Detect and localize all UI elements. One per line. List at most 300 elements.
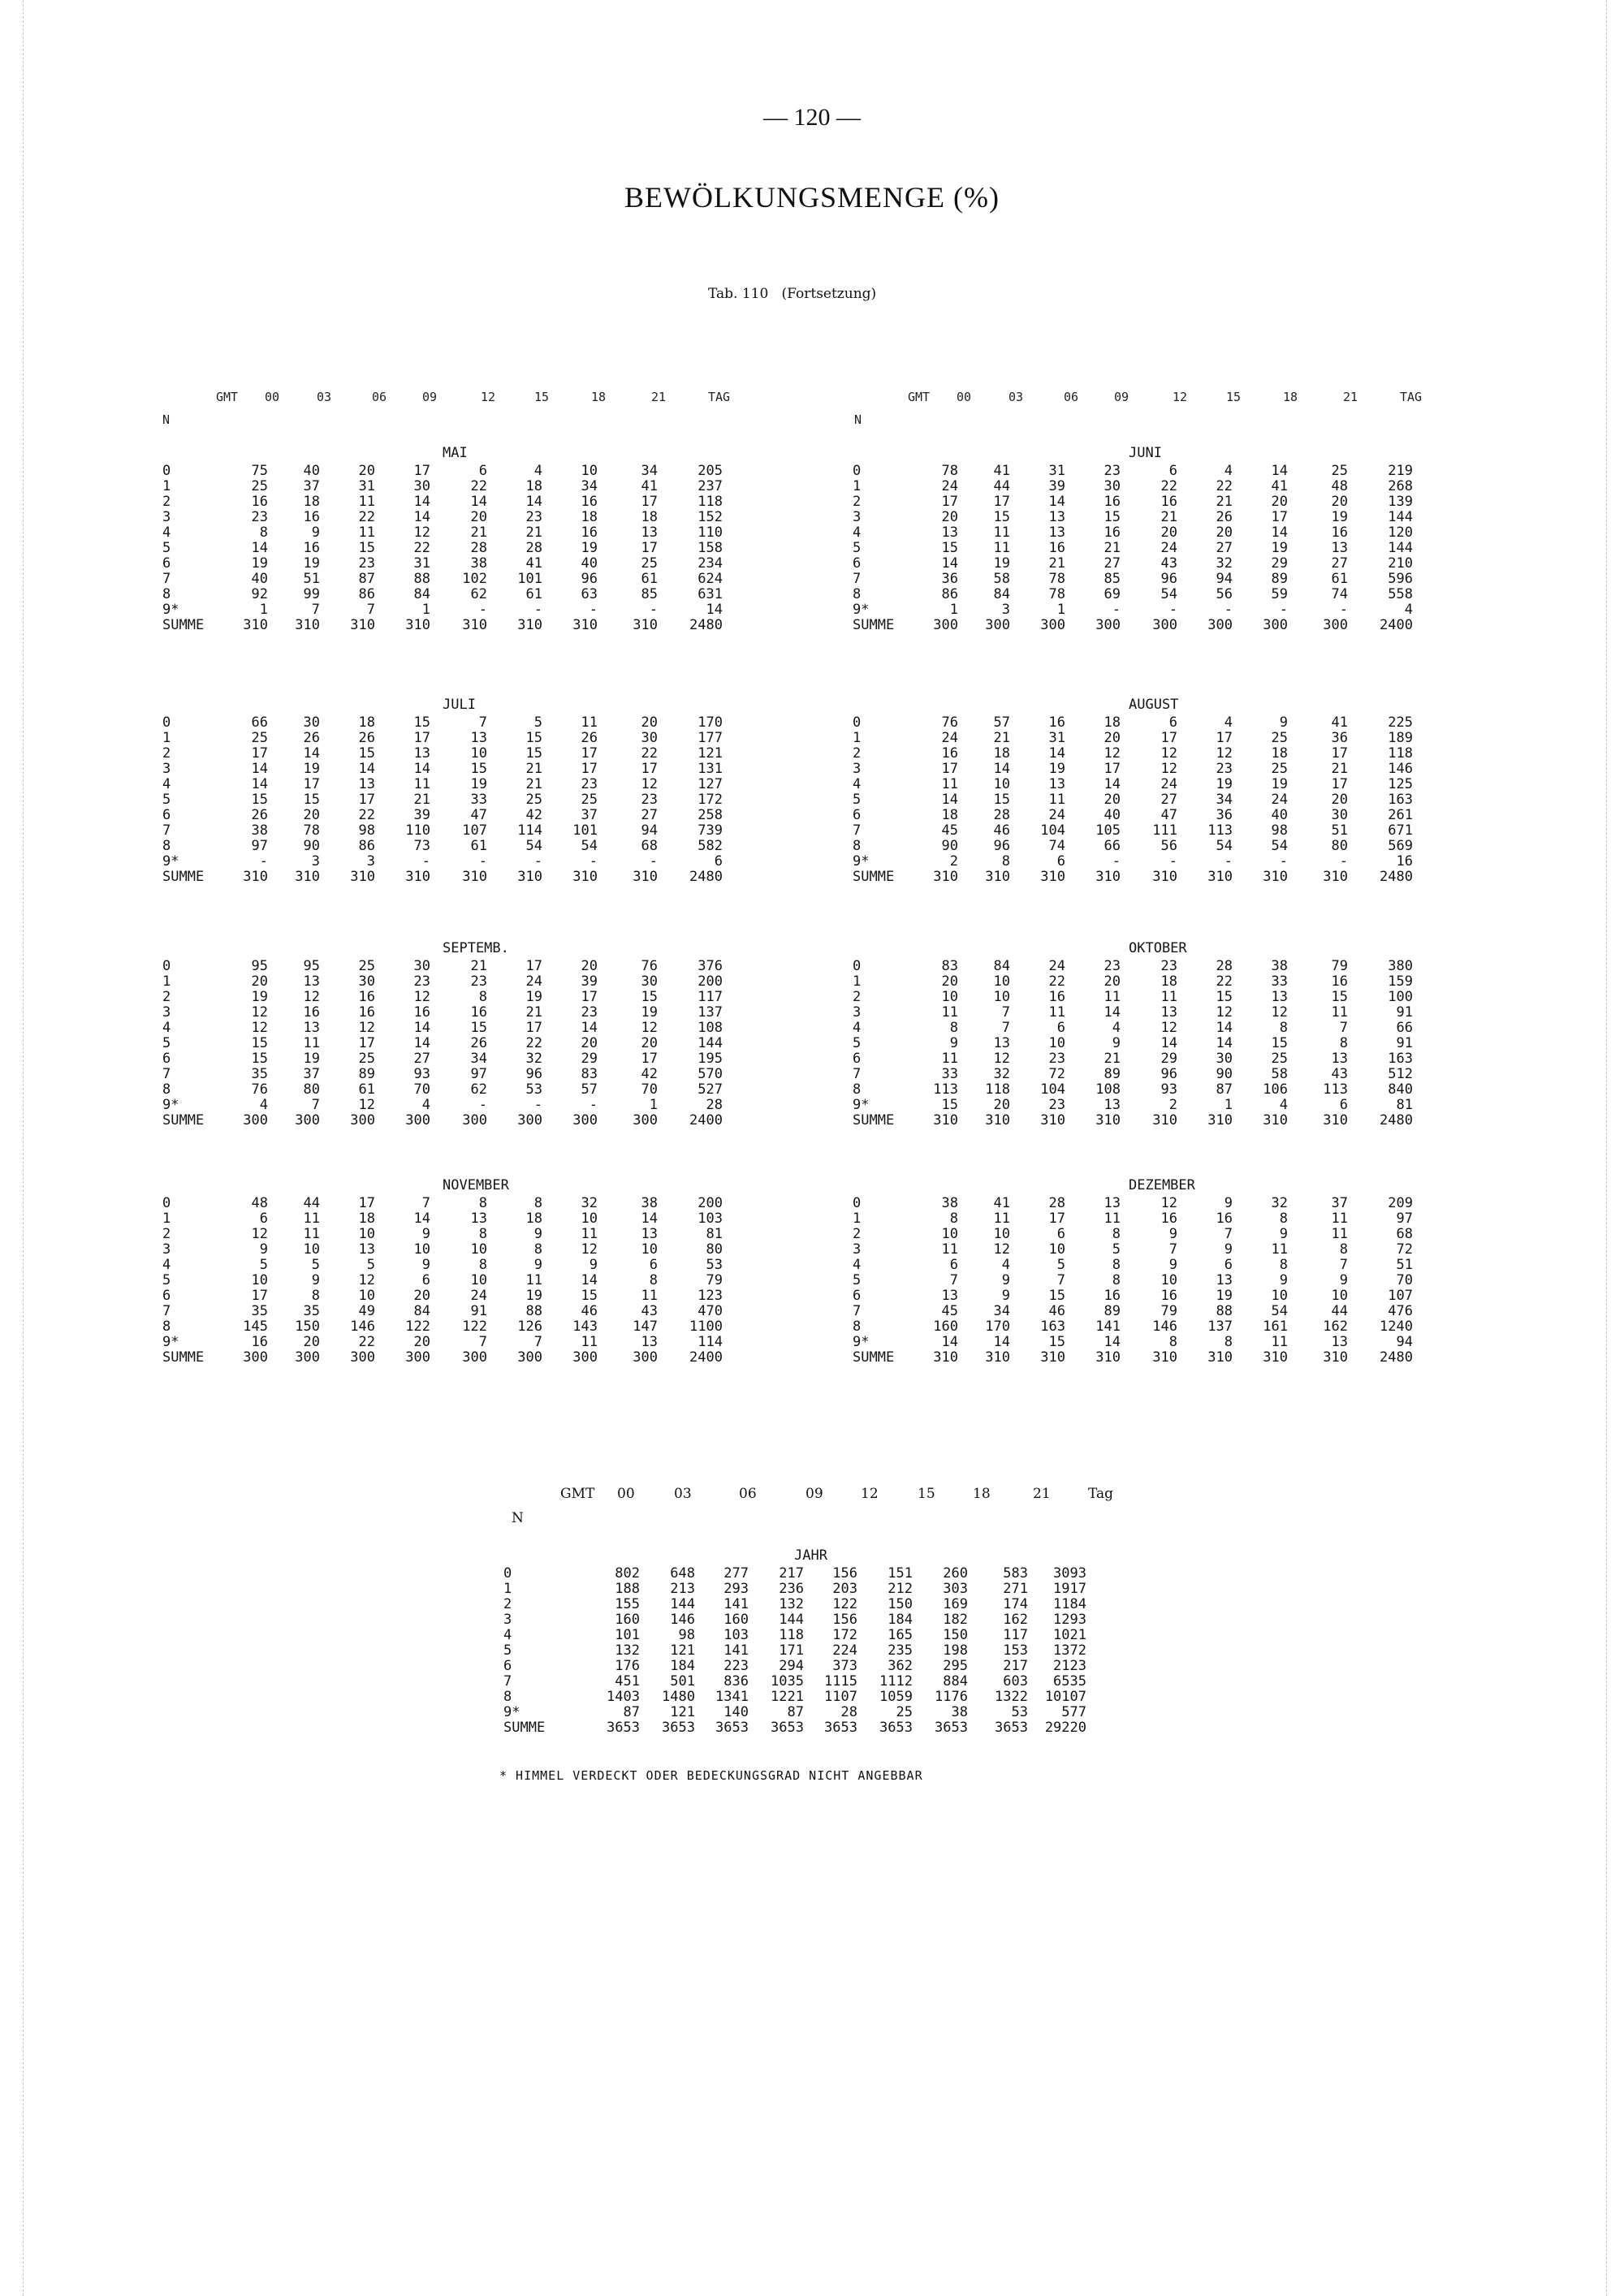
table-cell: 22: [470, 478, 487, 494]
table-cell: 9: [949, 1035, 958, 1051]
table-cell: 53: [706, 1257, 723, 1273]
table-cell: 13: [303, 973, 320, 990]
table-cell: 30: [1104, 478, 1121, 494]
table-row: [853, 1211, 1470, 1227]
table-cell: 51: [1331, 822, 1348, 839]
table-cell: 146: [1388, 761, 1413, 777]
table-cell: -: [589, 1097, 598, 1113]
table-cell: 300: [350, 1349, 375, 1366]
row-label: 4: [853, 1257, 862, 1273]
table-cell: 10: [641, 1241, 658, 1258]
table-cell: 26: [251, 807, 268, 823]
table-cell: 310: [1095, 1349, 1121, 1366]
table-cell: 24: [941, 730, 958, 746]
table-cell: 15: [1104, 509, 1121, 525]
table-cell: 162: [1003, 1612, 1028, 1628]
table-cell: 114: [517, 822, 542, 839]
row-label: 1: [162, 1211, 171, 1227]
table-cell: 16: [581, 524, 598, 541]
table-cell: 10: [581, 1211, 598, 1227]
row-label: SUMME: [162, 617, 205, 633]
row-label: 2: [853, 989, 862, 1005]
table-row: [162, 617, 780, 633]
row-label: 4: [162, 1257, 171, 1273]
table-cell: 44: [303, 1195, 320, 1211]
table-cell: 12: [358, 1272, 375, 1288]
table-cell: 15: [358, 745, 375, 762]
table-cell: 102: [462, 571, 487, 587]
table-cell: 18: [1271, 745, 1288, 762]
table-row: [853, 602, 1470, 618]
table-cell: 14: [413, 494, 430, 510]
table-cell: 300: [1040, 617, 1065, 633]
table-cell: 10: [993, 989, 1010, 1005]
table-cell: 6: [649, 1257, 658, 1273]
table-cell: 11: [1104, 1211, 1121, 1227]
table-cell: 66: [1104, 838, 1121, 854]
table-cell: 8: [478, 989, 487, 1005]
table-cell: 17: [641, 494, 658, 510]
month-name: JUNI: [1129, 445, 1162, 461]
table-cell: 3653: [995, 1720, 1028, 1736]
table-cell: 13: [358, 776, 375, 792]
table-cell: 219: [1388, 463, 1413, 479]
table-cell: 16: [1331, 973, 1348, 990]
table-cell: 184: [888, 1612, 913, 1628]
row-label: 6: [853, 555, 862, 572]
row-label: 4: [853, 524, 862, 541]
row-label: 1: [162, 730, 171, 746]
table-cell: 132: [779, 1596, 804, 1612]
table-cell: 1372: [1053, 1642, 1086, 1659]
table-cell: 195: [698, 1051, 723, 1067]
row-label: 8: [503, 1689, 512, 1705]
table-cell: 14: [251, 761, 268, 777]
column-header-15: 15: [1226, 390, 1242, 404]
table-cell: 84: [993, 586, 1010, 602]
table-cell: 30: [358, 973, 375, 990]
table-cell: 117: [1003, 1627, 1028, 1643]
table-cell: 24: [1160, 776, 1177, 792]
table-cell: 7: [1168, 1241, 1177, 1258]
table-cell: 61: [1331, 571, 1348, 587]
table-cell: 58: [993, 571, 1010, 587]
table-cell: 9: [1339, 1272, 1348, 1288]
month-table-juni: [853, 445, 1470, 680]
table-cell: 13: [1104, 1097, 1121, 1113]
table-cell: 268: [1388, 478, 1413, 494]
table-cell: 37: [1331, 1195, 1348, 1211]
table-cell: 16: [303, 509, 320, 525]
table-cell: 98: [358, 822, 375, 839]
table-row: [853, 1081, 1470, 1098]
table-cell: 22: [358, 509, 375, 525]
table-row: [162, 1081, 780, 1098]
table-cell: 14: [941, 1334, 958, 1350]
table-cell: 25: [896, 1704, 913, 1720]
table-cell: 62: [470, 586, 487, 602]
table-cell: 310: [1095, 869, 1121, 885]
table-cell: 1221: [771, 1689, 804, 1705]
table-cell: 85: [641, 586, 658, 602]
table-cell: 17: [358, 1035, 375, 1051]
table-cell: 310: [295, 617, 320, 633]
table-cell: 4: [1404, 602, 1413, 618]
row-label: 4: [162, 1020, 171, 1036]
table-cell: 34: [1216, 792, 1233, 808]
row-label: 5: [162, 792, 171, 808]
table-cell: 15: [413, 714, 430, 731]
table-cell: 19: [251, 555, 268, 572]
row-label: 3: [853, 761, 862, 777]
row-label: 2: [162, 494, 171, 510]
table-cell: 373: [832, 1658, 857, 1674]
table-cell: 203: [832, 1581, 857, 1597]
table-cell: 12: [358, 1097, 375, 1113]
row-label: 5: [853, 1035, 862, 1051]
table-cell: 11: [941, 776, 958, 792]
table-cell: 114: [698, 1334, 723, 1350]
table-row: [162, 1288, 780, 1304]
table-cell: 8: [1339, 1035, 1348, 1051]
table-cell: 15: [941, 540, 958, 556]
table-cell: 41: [1331, 714, 1348, 731]
table-cell: 310: [1263, 1112, 1288, 1129]
table-cell: 19: [993, 555, 1010, 572]
table-cell: 6: [1056, 1226, 1065, 1242]
table-row: [162, 745, 780, 762]
table-row: [853, 1272, 1470, 1288]
table-cell: 40: [1271, 807, 1288, 823]
table-cell: 36: [1216, 807, 1233, 823]
table-cell: 21: [413, 792, 430, 808]
table-cell: 18: [303, 494, 320, 510]
table-cell: 15: [251, 1035, 268, 1051]
table-cell: 1107: [824, 1689, 857, 1705]
table-row: [853, 853, 1470, 870]
table-cell: 2480: [1380, 1349, 1413, 1366]
table-row: [853, 478, 1470, 494]
table-row: [853, 973, 1470, 990]
table-cell: 26: [581, 730, 598, 746]
table-cell: 24: [1271, 792, 1288, 808]
table-cell: 113: [1207, 822, 1233, 839]
table-cell: 172: [832, 1627, 857, 1643]
table-cell: 10: [358, 1226, 375, 1242]
table-cell: 88: [525, 1303, 542, 1319]
table-cell: 14: [251, 776, 268, 792]
table-cell: -: [478, 853, 487, 870]
table-cell: 14: [1048, 745, 1065, 762]
row-label: 9*: [503, 1704, 520, 1720]
table-cell: 310: [243, 617, 268, 633]
table-cell: 18: [525, 1211, 542, 1227]
table-cell: 17: [993, 494, 1010, 510]
row-label: 3: [162, 1004, 171, 1021]
table-row: [162, 602, 780, 618]
table-cell: 362: [888, 1658, 913, 1674]
table-cell: 25: [525, 792, 542, 808]
table-cell: 300: [350, 1112, 375, 1129]
table-cell: 88: [1216, 1303, 1233, 1319]
table-cell: 145: [243, 1318, 268, 1335]
table-cell: 310: [572, 617, 598, 633]
table-cell: 7: [1056, 1272, 1065, 1288]
table-cell: 10: [1331, 1288, 1348, 1304]
table-cell: 6: [1168, 463, 1177, 479]
table-cell: 22: [358, 807, 375, 823]
table-cell: 19: [1271, 540, 1288, 556]
table-cell: 78: [1048, 571, 1065, 587]
table-cell: 96: [581, 571, 598, 587]
table-cell: 200: [698, 1195, 723, 1211]
table-row: [162, 989, 780, 1005]
table-cell: 7: [1001, 1004, 1010, 1021]
table-cell: 1115: [824, 1673, 857, 1690]
table-row: [162, 792, 780, 808]
table-cell: 41: [525, 555, 542, 572]
table-cell: 7: [311, 602, 320, 618]
table-cell: 9: [533, 1226, 542, 1242]
row-label: 6: [162, 1051, 171, 1067]
table-cell: 24: [470, 1288, 487, 1304]
table-cell: 21: [1160, 509, 1177, 525]
table-cell: 89: [358, 1066, 375, 1082]
table-cell: 17: [941, 494, 958, 510]
table-cell: 80: [303, 1081, 320, 1098]
table-cell: 7: [1339, 1257, 1348, 1273]
table-cell: 23: [251, 509, 268, 525]
table-cell: 16: [303, 1004, 320, 1021]
row-label: 3: [853, 509, 862, 525]
table-cell: -: [1224, 602, 1233, 618]
table-row: [162, 822, 780, 839]
table-cell: 162: [1323, 1318, 1348, 1335]
table-cell: 14: [941, 555, 958, 572]
table-cell: 15: [1048, 1288, 1065, 1304]
table-cell: 14: [303, 745, 320, 762]
row-label: 4: [503, 1627, 512, 1643]
month-name: NOVEMBER: [443, 1177, 509, 1193]
table-cell: 29: [581, 1051, 598, 1067]
table-cell: 7: [421, 1195, 430, 1211]
table-cell: 9: [421, 1226, 430, 1242]
table-cell: 93: [1160, 1081, 1177, 1098]
table-cell: 631: [698, 586, 723, 602]
row-label: 6: [853, 1051, 862, 1067]
table-cell: 17: [358, 792, 375, 808]
table-cell: 20: [581, 1035, 598, 1051]
table-cell: 28: [706, 1097, 723, 1113]
table-cell: -: [1168, 853, 1177, 870]
table-cell: 271: [1003, 1581, 1028, 1597]
table-cell: 21: [1104, 1051, 1121, 1067]
table-cell: 11: [993, 1211, 1010, 1227]
table-cell: 15: [251, 792, 268, 808]
column-header-09: 09: [806, 1486, 823, 1502]
table-cell: 22: [525, 1035, 542, 1051]
row-label: 0: [853, 1195, 862, 1211]
table-cell: 14: [1271, 463, 1288, 479]
table-cell: 140: [723, 1704, 749, 1720]
table-cell: 16: [1104, 494, 1121, 510]
table-cell: 54: [1160, 586, 1177, 602]
table-row: [162, 1066, 780, 1082]
row-label: 9*: [853, 1334, 870, 1350]
table-cell: 35: [251, 1066, 268, 1082]
column-header-21: 21: [1343, 390, 1358, 404]
table-cell: 13: [941, 1288, 958, 1304]
table-cell: 3653: [715, 1720, 749, 1736]
table-row: [162, 1035, 780, 1051]
row-label: 6: [162, 555, 171, 572]
table-cell: 23: [470, 973, 487, 990]
table-cell: 43: [641, 1303, 658, 1319]
table-cell: 2480: [689, 617, 723, 633]
table-cell: 68: [1396, 1226, 1413, 1242]
month-table-septemb: [162, 940, 780, 1176]
table-row: [853, 730, 1470, 746]
table-cell: 8: [949, 1211, 958, 1227]
table-cell: 91: [1396, 1004, 1413, 1021]
table-cell: 236: [779, 1581, 804, 1597]
table-cell: 16: [941, 745, 958, 762]
table-cell: 99: [303, 586, 320, 602]
table-cell: 117: [698, 989, 723, 1005]
table-cell: 20: [581, 958, 598, 974]
table-cell: 18: [941, 807, 958, 823]
table-cell: 10: [993, 776, 1010, 792]
table-cell: 3093: [1053, 1565, 1086, 1582]
table-cell: 44: [1331, 1303, 1348, 1319]
table-cell: 11: [941, 1241, 958, 1258]
row-label: 6: [503, 1658, 512, 1674]
table-row: [853, 745, 1470, 762]
table-cell: 16: [581, 494, 598, 510]
table-cell: 300: [1095, 617, 1121, 633]
table-cell: 58: [1271, 1066, 1288, 1082]
table-cell: 34: [641, 463, 658, 479]
table-cell: 113: [933, 1081, 958, 1098]
table-row: [853, 617, 1470, 633]
row-label: 1: [503, 1581, 512, 1597]
table-cell: 14: [413, 761, 430, 777]
table-cell: 54: [1271, 838, 1288, 854]
table-cell: 189: [1388, 730, 1413, 746]
table-cell: 31: [358, 478, 375, 494]
table-cell: 38: [951, 1704, 968, 1720]
table-cell: 3653: [607, 1720, 640, 1736]
table-cell: -: [478, 1097, 487, 1113]
table-cell: 739: [698, 822, 723, 839]
table-cell: 4: [1224, 463, 1233, 479]
table-cell: 217: [779, 1565, 804, 1582]
table-cell: 9: [1112, 1035, 1121, 1051]
table-cell: 23: [1104, 463, 1121, 479]
table-cell: 87: [623, 1704, 640, 1720]
table-cell: 137: [698, 1004, 723, 1021]
table-cell: 66: [1396, 1020, 1413, 1036]
table-cell: 16: [303, 540, 320, 556]
table-cell: 87: [787, 1704, 804, 1720]
table-cell: 8: [949, 1020, 958, 1036]
table-cell: 49: [358, 1303, 375, 1319]
table-cell: 11: [941, 1004, 958, 1021]
table-cell: 21: [470, 958, 487, 974]
row-header-label-n: N: [512, 1510, 524, 1526]
table-row: [853, 1318, 1470, 1335]
table-cell: 57: [993, 714, 1010, 731]
table-cell: 100: [1388, 989, 1413, 1005]
table-cell: 12: [1160, 745, 1177, 762]
row-label: 1: [853, 1211, 862, 1227]
table-cell: 88: [413, 571, 430, 587]
column-header-15: 15: [918, 1486, 935, 1502]
table-cell: -: [478, 602, 487, 618]
table-cell: 11: [1271, 1334, 1288, 1350]
table-row: [503, 1689, 1153, 1705]
table-cell: 32: [1271, 1195, 1288, 1211]
table-cell: 83: [941, 958, 958, 974]
table-cell: 10: [1048, 1035, 1065, 1051]
table-cell: 10: [358, 1288, 375, 1304]
table-cell: 1240: [1380, 1318, 1413, 1335]
table-cell: 10: [303, 1241, 320, 1258]
row-label: 2: [162, 745, 171, 762]
table-cell: 73: [413, 838, 430, 854]
table-cell: 1112: [879, 1673, 913, 1690]
table-cell: 7: [533, 1334, 542, 1350]
table-cell: 8: [533, 1195, 542, 1211]
table-cell: 25: [358, 1051, 375, 1067]
table-cell: 9: [1279, 1226, 1288, 1242]
table-cell: 7: [1224, 1226, 1233, 1242]
table-cell: 303: [943, 1581, 968, 1597]
table-cell: 237: [698, 478, 723, 494]
table-cell: 16: [358, 989, 375, 1005]
table-cell: 4: [1224, 714, 1233, 731]
table-row: [853, 822, 1470, 839]
table-cell: 17: [1216, 730, 1233, 746]
table-cell: 11: [641, 1288, 658, 1304]
table-cell: 310: [405, 617, 430, 633]
table-cell: 12: [1160, 1020, 1177, 1036]
table-row: [503, 1565, 1153, 1582]
table-cell: 176: [615, 1658, 640, 1674]
row-label: 0: [162, 463, 171, 479]
table-cell: 11: [1048, 1004, 1065, 1021]
table-cell: 1322: [995, 1689, 1028, 1705]
table-cell: 17: [581, 745, 598, 762]
table-cell: 83: [581, 1066, 598, 1082]
gmt-label: GMT: [216, 390, 239, 404]
row-label: 4: [853, 776, 862, 792]
table-cell: 22: [1160, 478, 1177, 494]
table-cell: 59: [1271, 586, 1288, 602]
table-cell: 17: [251, 745, 268, 762]
table-cell: 13: [303, 1020, 320, 1036]
table-cell: 95: [303, 958, 320, 974]
row-label: 1: [853, 973, 862, 990]
table-row: [853, 1035, 1470, 1051]
table-cell: 151: [888, 1565, 913, 1582]
table-cell: 76: [941, 714, 958, 731]
table-cell: 30: [1216, 1051, 1233, 1067]
table-cell: 41: [993, 1195, 1010, 1211]
column-header-06: 06: [372, 390, 387, 404]
table-cell: 18: [1160, 973, 1177, 990]
row-label: 0: [853, 714, 862, 731]
